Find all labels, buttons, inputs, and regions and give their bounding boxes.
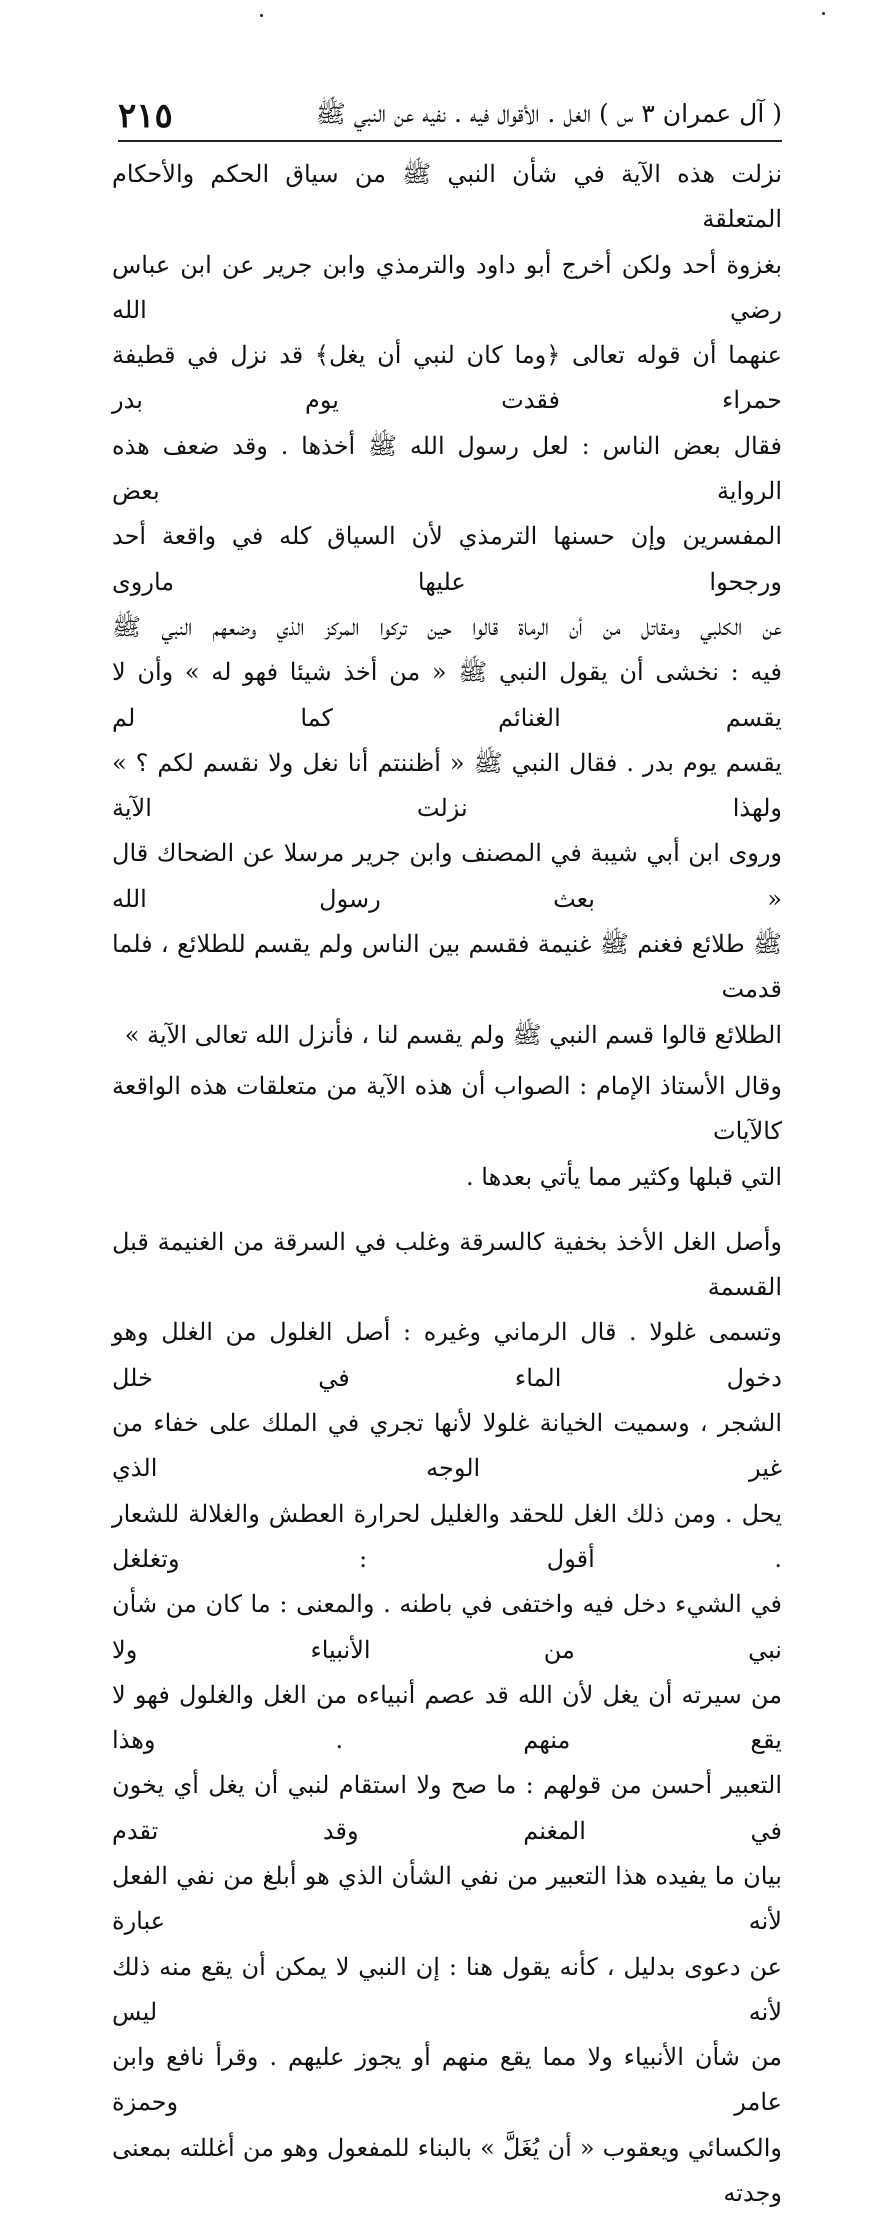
text-line: من شأن الأنبياء ولا مما يقع منهم أو يجوز عليهم . وقرأ نافع وابن عامر وحمزة	[112, 2043, 782, 2117]
text-line: وتسمى غلولا . قال الرماني وغيره : أصل الغلول من الغلل وهو دخول الماء في خلل	[112, 1318, 782, 1392]
text-line: التي قبلها وكثير مما يأتي بعدها .	[466, 1162, 782, 1191]
paragraph-gap	[112, 1200, 782, 1220]
body-text	[112, 152, 782, 2216]
text-line: وأصل الغل الأخذ بخفية كالسرقة وغلب في السرقة من الغنيمة قبل القسمة	[112, 1227, 782, 1302]
text-line: بغزوة أحد ولكن أخرج أبو داود والترمذي وابن جرير عن ابن عباس رضي الله	[112, 250, 782, 324]
text-line: المفسرين وإن حسنها الترمذي لأن السياق كله في واقعة أحد ورجحوا عليها ماروى	[112, 522, 782, 596]
text-line: من سيرته أن يغل لأن الله قد عصم أنبياءه من الغل والغلول فهو لا يقع منهم . وهذا	[112, 1680, 782, 1755]
text-line: الشجر ، وسميت الخيانة غلولا لأنها تجري في الملك على خفاء من غير الوجه الذي	[112, 1409, 782, 1483]
scan-speck	[822, 12, 825, 15]
text-line: عن الكلبي ومقاتل من أن الرماة قالوا حين تركوا المركز الذي وضعهم النبي ﷺ	[112, 612, 782, 641]
text-line: الطلائع قالوا قسم النبي ﷺ ولم يقسم لنا ، فأنزل الله تعالى الآية »	[124, 1020, 782, 1049]
text-line: وقال الأستاذ الإمام : الصواب أن هذه الآية من متعلقات هذه الواقعة كالآيات	[112, 1071, 782, 1146]
text-line: ﷺ طلائع فغنم ﷺ غنيمة فقسم بين الناس ولم يقسم للطلائع ، فلما قدمت	[112, 930, 782, 1004]
text-line: فقال بعض الناس : لعل رسول الله ﷺ أخذها . وقد ضعف هذه الرواية بعض	[112, 431, 782, 506]
text-line: عن دعوى بدليل ، كأنه يقول هنا : إن النبي لا يمكن أن يقع منه ذلك لأنه ليس	[112, 1952, 782, 2026]
text-line: والكسائي ويعقوب « أن يُغَلَّ » بالبناء للمفعول وهو من أغللته بمعنى وجدته	[112, 2133, 782, 2208]
scan-speck	[260, 14, 263, 17]
text-line: يحل . ومن ذلك الغل للحقد والغليل لحرارة العطش والغلالة للشعار . أقول : وتغلغل	[112, 1499, 782, 1573]
text-line: عنهما أن قوله تعالى ﴿وما كان لنبي أن يغل﴾ قد نزل في قطيفة حمراء فقدت يوم بدر	[112, 341, 782, 415]
text-line: نزلت هذه الآية في شأن النبي ﷺ من سياق الحكم والأحكام المتعلقة	[112, 160, 782, 234]
text-line: وروى ابن أبي شيبة في المصنف وابن جرير مرسلا عن الضحاك قال « بعث رسول الله	[112, 839, 782, 913]
running-title: ( آل عمران ٣ س ) الغل . الأقوال فيه . نفيه عن النبي ﷺ	[315, 98, 782, 128]
page-number: ٢١٥	[118, 96, 173, 136]
text-line: بيان ما يفيده هذا التعبير من نفي الشأن الذي هو أبلغ من نفي الفعل لأنه عبارة	[112, 1861, 782, 1936]
text-line: التعبير أحسن من قولهم : ما صح ولا استقام لنبي أن يغل أي يخون في المغنم وقد تقدم	[112, 1771, 782, 1845]
text-line: يقسم يوم بدر . فقال النبي ﷺ « أظننتم أنا نغل ولا نقسم لكم ؟ » ولهذا نزلت الآية	[112, 748, 782, 823]
text-line: فيه : نخشى أن يقول النبي ﷺ « من أخذ شيئا فهو له » وأن لا يقسم الغنائم كما لم	[112, 658, 782, 732]
page-header	[118, 92, 782, 142]
text-line: في الشيء دخل فيه واختفى في باطنه . والمعنى : ما كان من شأن نبي من الأنبياء ولا	[112, 1590, 782, 1664]
